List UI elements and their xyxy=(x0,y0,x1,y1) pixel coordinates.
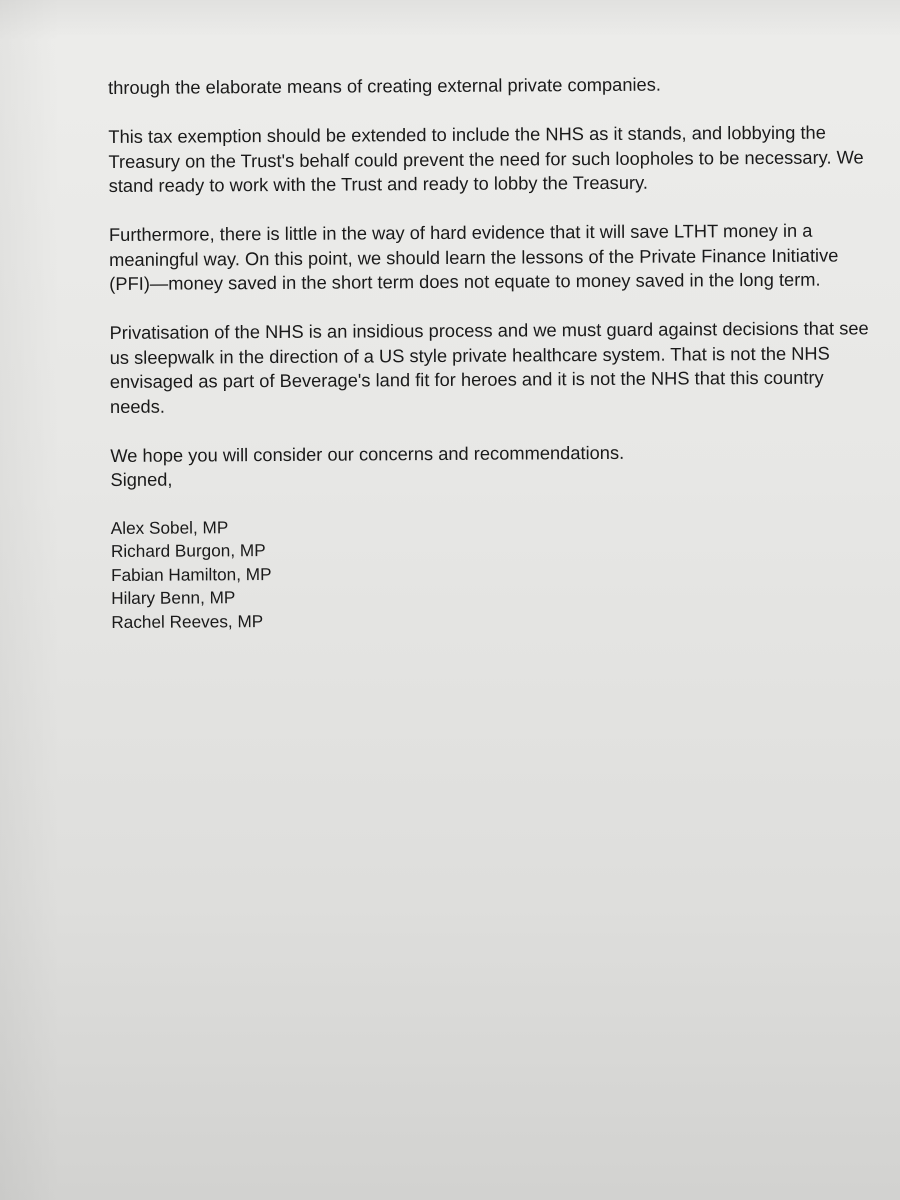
signatory: Rachel Reeves, MP xyxy=(111,610,264,632)
signatory: Richard Burgon, MP xyxy=(110,540,266,561)
paragraph-continuation: through the elaborate means of creating external private companies. xyxy=(108,73,661,98)
paragraph-hard-evidence: Furthermore, there is little in the way of hard evidence that it will save LTHT money in a meaningful way. On this point, we should learn the lessons of the Private Finance Initiative (PFI)—money saved in the short term does not equate to money saved in the long term. xyxy=(108,219,839,294)
closing-signed: Signed, xyxy=(110,468,173,490)
signatory: Fabian Hamilton, MP xyxy=(110,563,272,585)
signatory: Alex Sobel, MP xyxy=(110,516,229,538)
paragraph-privatisation: Privatisation of the NHS is an insidious process and we must guard against decisions that see us sleepwalk in the direction of a US style private healthcare system. That is not the NHS envisaged as part of Beverage's land fit for heroes and it is not the NHS that this country needs. xyxy=(109,317,869,417)
letter-body xyxy=(108,71,871,634)
paper-shadow-top xyxy=(0,0,900,40)
paper-shadow-left xyxy=(0,0,60,1200)
paragraph-closing-request: We hope you will consider our concerns and recommendations. xyxy=(110,441,625,466)
signatory: Hilary Benn, MP xyxy=(111,587,236,608)
signatory-list xyxy=(111,512,872,634)
paragraph-tax-exemption: This tax exemption should be extended to include the NHS as it stands, and lobbying the Treasury on the Trust's behalf could prevent the need for such loopholes to be necessary. We stand ready to work with the Trust and ready to lobby the Treasury. xyxy=(108,121,864,196)
